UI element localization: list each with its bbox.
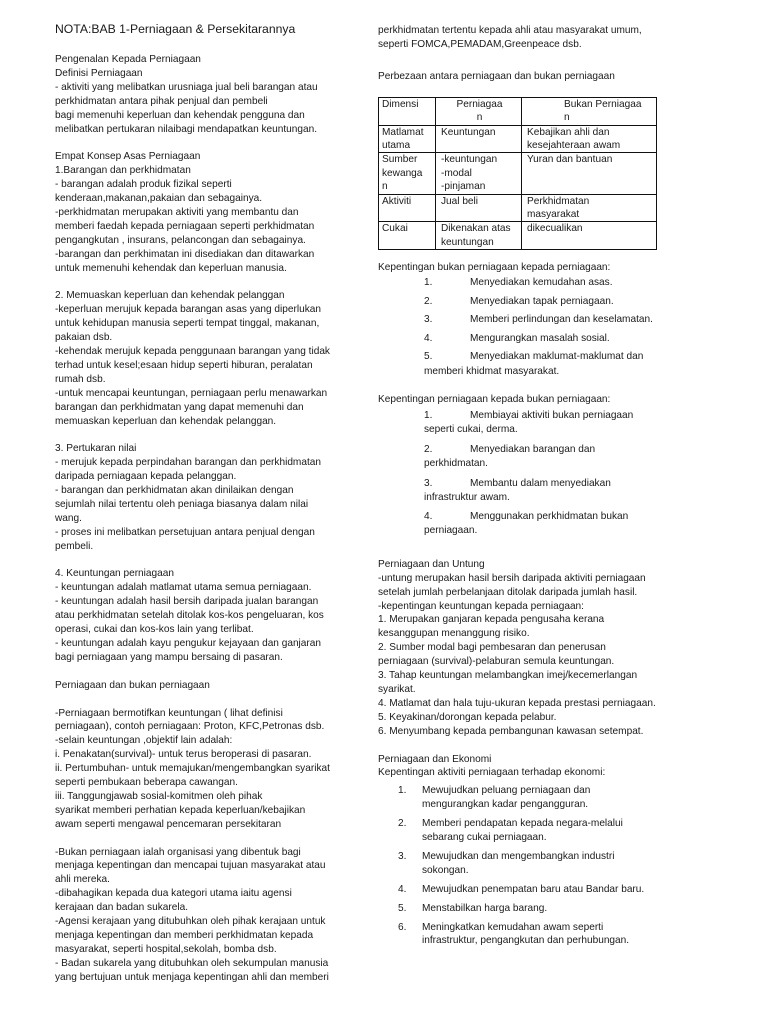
text-line: 3. Tahap keuntungan melambangkan imej/kecemerlangan — [378, 670, 638, 682]
table-cell: Matlamat utama — [379, 125, 436, 153]
text-line: -untung merupakan hasil bersih daripada aktiviti perniagaan — [378, 572, 646, 584]
item-number: 1. — [398, 785, 407, 797]
text-line: rumah dsb. — [55, 373, 106, 385]
list-item — [378, 443, 638, 471]
item-number: 1. — [424, 410, 433, 422]
table-cell: Dimensi — [379, 97, 436, 125]
text-line: Kepentingan aktiviti perniagaan terhadap ekonomi: — [378, 767, 606, 779]
blank-line — [378, 739, 668, 753]
table-cell: Yuran dan bantuan — [522, 153, 657, 194]
text-line: -dibahagikan kepada dua kategori utama iaitu agensi — [55, 888, 292, 900]
text-line: 5. Keyakinan/dorongan kepada pelabur. — [378, 711, 557, 723]
text-line: 4. Matlamat dan hala tuju-ukuran kepada prestasi perniagaan. — [378, 697, 656, 709]
text-line: -keperluan merujuk kepada barangan asas yang diperlukan — [55, 304, 321, 316]
text-line: - keuntungan adalah kayu pengukur kejayaan dan ganjaran — [55, 638, 322, 649]
table-heading: Perbezaan antara perniagaan dan bukan perniagaan — [378, 70, 615, 82]
text-line: menjaga kepentingan dan mencapai tujuan masyarakat atau — [55, 860, 326, 872]
text-line: 6. Menyumbang kepada pembangunan kawasan setempat. — [378, 725, 644, 737]
item-text: Mewujudkan penempatan baru atau Bandar baru. — [422, 883, 645, 895]
item-text: Menyediakan maklumat-maklumat dan — [470, 351, 644, 363]
table-cell: Cukai — [379, 222, 436, 250]
text-line: Perniagaan dan Ekonomi — [378, 753, 492, 765]
list-item — [378, 313, 668, 327]
text-line: seperti pembukaan beberapa cawangan. — [55, 777, 238, 789]
text-line: - aktiviti yang melibatkan urusniaga jual beli barangan atau — [55, 81, 318, 93]
item-text: memberi khidmat masyarakat. — [424, 366, 560, 377]
numbered-list — [378, 784, 648, 948]
text-line: - barangan dan perkhidmatan akan dinilaikan dengan — [55, 485, 294, 497]
item-number: 5. — [398, 902, 407, 914]
item-text: Menyediakan barangan dan perkhidmatan. — [424, 444, 596, 469]
text-line: 4. Keuntungan perniagaan — [55, 568, 174, 580]
text-line: sejumlah nilai tertentu oleh peniaga biasanya dalam nilai — [55, 498, 309, 510]
text-line: wang. — [55, 512, 82, 524]
item-text: Membantu dalam menyediakan infrastruktur awam. — [424, 477, 611, 503]
list-item-continued — [378, 365, 668, 379]
blank-line — [55, 275, 340, 289]
item-number: 2. — [424, 444, 433, 456]
text-line: perniagaan (survival)-pelaburan semula keuntungan. — [378, 656, 615, 668]
text-line: pembeli. — [55, 540, 94, 552]
list-item — [378, 850, 648, 878]
table-row — [379, 153, 657, 194]
table-row — [379, 194, 657, 222]
list-item — [378, 295, 668, 309]
text-line: daripada perniagaan kepada pelanggan. — [55, 471, 237, 483]
text-line: - merujuk kepada perpindahan barangan dan perkhidmatan — [55, 457, 321, 469]
text-line: syarikat. — [378, 684, 416, 695]
item-number: 3. — [424, 477, 433, 489]
text-line: perniagaan), contoh perniagaan: Proton, KFC,Petronas dsb. — [55, 721, 325, 733]
table-cell: dikecualikan — [522, 222, 657, 250]
text-line: i. Penakatan(survival)- untuk terus beroperasi di pasaran. — [55, 749, 312, 761]
list-item — [378, 332, 668, 346]
text-line: ahli mereka. — [55, 874, 110, 886]
table-cell: -keuntungan -modal -pinjaman — [436, 153, 522, 194]
table-cell: Keuntungan — [436, 125, 522, 153]
left-column — [55, 22, 340, 985]
list-item — [378, 817, 648, 845]
text-line: yang bertujuan untuk menjaga kepentingan ahli dan memberi — [55, 971, 329, 983]
item-text: Mewujudkan dan mengembangkan industri sokongan. — [422, 850, 615, 876]
list-item — [378, 510, 638, 538]
text-line: - Badan sukarela yang ditubuhkan oleh sekumpulan manusia — [55, 957, 329, 969]
item-number: 4. — [424, 332, 433, 344]
list-item — [378, 350, 668, 364]
item-text: Menggunakan perkhidmatan bukan perniagaan. — [424, 511, 629, 537]
text-line: Perniagaan dan Untung — [378, 558, 485, 570]
page-title: NOTA:BAB 1-Perniagaan & Persekitarannya — [55, 22, 296, 36]
text-line: pengangkutan , insurans, pelancongan dan sebagainya. — [55, 234, 306, 246]
text-line: kenderaan,makanan,pakaian dan sebagainya. — [55, 193, 263, 205]
text-line: bagi perniagaan yang mampu bersaing di pasaran. — [55, 651, 283, 663]
text-line: terhad untuk kesel;esaan hidup seperti hiburan, peralatan — [55, 359, 313, 371]
text-line: - keuntungan adalah hasil bersih daripada jualan barangan — [55, 596, 319, 608]
item-number: 4. — [398, 883, 407, 895]
text-line: -perkhidmatan merupakan aktiviti yang membantu dan — [55, 206, 299, 218]
text-line: 2. Sumber modal bagi pembesaran dan penerusan — [378, 642, 606, 654]
text-line: untuk memenuhi kehendak dan keperluan manusia. — [55, 262, 287, 274]
numbered-list — [378, 276, 668, 379]
table-cell: Dikenakan atas keuntungan — [436, 222, 522, 250]
blank-line — [55, 428, 340, 442]
list-item — [378, 921, 648, 949]
text-line: 1. Merupakan ganjaran kepada pengusaha kerana — [378, 614, 605, 626]
table-cell: Jual beli — [436, 194, 522, 222]
text-line: -barangan dan perkhimatan ini disediakan dan ditawarkan — [55, 248, 315, 260]
text-line: melibatkan pertukaran nilaibagi mendapatkan keuntungan. — [55, 123, 318, 135]
right-column — [378, 24, 668, 953]
text-line: kesanggupan menanggung risiko. — [378, 628, 530, 640]
text-line: - proses ini melibatkan persetujuan antara penjual dengan — [55, 526, 315, 538]
table-row — [379, 125, 657, 153]
table-cell: Kebajikan ahli dan kesejahteraan awam — [522, 125, 657, 153]
text-line: perkhidmatan antara pihak penjual dan pembeli — [55, 95, 268, 107]
item-number: 2. — [424, 295, 433, 307]
table-cell: Bukan Perniagaa n — [522, 97, 657, 125]
text-line: 3. Pertukaran nilai — [55, 443, 137, 455]
section-heading: Kepentingan perniagaan kepada bukan perniagaan: — [378, 393, 611, 405]
blank-line — [55, 665, 340, 679]
table-row — [379, 222, 657, 250]
numbered-list — [378, 409, 638, 538]
text-line: - barangan adalah produk fizikal seperti — [55, 179, 232, 191]
section-heading: Kepentingan bukan perniagaan kepada perniagaan: — [378, 262, 611, 274]
text-line: -untuk mencapai keuntungan, perniagaan perlu menawarkan — [55, 387, 328, 399]
text-line: operasi, cukai dan kos-kos lain yang terlibat. — [55, 624, 254, 636]
blank-line — [55, 136, 340, 150]
text-line: barangan dan perkhidmatan yang dapat memenuhi dan — [55, 401, 304, 413]
text-line: -kehendak merujuk kepada penggunaan barangan yang tidak — [55, 346, 330, 357]
item-number: 5. — [424, 351, 433, 363]
item-number: 1. — [424, 277, 433, 289]
text-line: menjaga kepentingan dan memberi perkhidmatan kepada — [55, 929, 314, 941]
text-line: untuk kehidupan manusia seperti tempat tinggal, makanan, — [55, 318, 320, 330]
item-number: 6. — [398, 921, 407, 933]
text-line: -Bukan perniagaan ialah organisasi yang dibentuk bagi — [55, 846, 301, 858]
list-item — [378, 477, 638, 505]
text-line: Empat Konsep Asas Perniagaan — [55, 151, 201, 163]
text-line: pakaian dsb. — [55, 332, 113, 344]
item-text: Menstabilkan harga barang. — [422, 902, 548, 914]
text-line: awam seperti mengawal pencemaran persekitaran — [55, 818, 282, 830]
continued-text: seperti FOMCA,PEMADAM,Greenpeace dsb. — [378, 38, 582, 50]
text-line: -Perniagaan bermotifkan keuntungan ( lihat definisi — [55, 707, 283, 719]
item-number: 3. — [424, 314, 433, 326]
item-text: Menyediakan kemudahan asas. — [470, 277, 613, 289]
text-line: atau perkhidmatan setelah ditolak kos-kos pengeluaran, kos — [55, 610, 324, 622]
blank-line — [55, 832, 340, 846]
text-line: masyarakat, seperti hospital,sekolah, bomba dsb. — [55, 943, 277, 955]
text-line: -Agensi kerajaan yang ditubuhkan oleh pihak kerajaan untuk — [55, 916, 326, 928]
item-text: Meningkatkan kemudahan awam seperti infrastruktur, pengangkutan dan perhubungan. — [422, 921, 630, 947]
text-line: Perniagaan dan bukan perniagaan — [55, 679, 210, 691]
item-text: Memberi pendapatan kepada negara-melalui sebarang cukai perniagaan. — [422, 818, 623, 844]
text-line: memberi faedah kepada perniagaan seperti perkhidmatan — [55, 220, 315, 232]
item-text: Membiayai aktiviti bukan perniagaan seperti cukai, derma. — [424, 410, 634, 436]
item-text: Menyediakan tapak perniagaan. — [470, 295, 614, 307]
item-number: 4. — [424, 511, 433, 523]
text-line: kerajaan dan badan sukarela. — [55, 902, 188, 914]
text-line: setelah jumlah perbelanjaan ditolak daripada jumlah hasil. — [378, 586, 638, 598]
section-text — [378, 558, 668, 780]
table-cell: Perkhidmatan masyarakat — [522, 194, 657, 222]
text-line: - keuntungan adalah matlamat utama semua perniagaan. — [55, 582, 312, 594]
table-cell: Perniagaa n — [436, 97, 522, 125]
left-body-text — [55, 53, 340, 985]
item-text: Mengurangkan masalah sosial. — [470, 332, 610, 344]
text-line: ii. Pertumbuhan- untuk memajukan/mengembangkan syarikat — [55, 763, 330, 775]
continued-text: perkhidmatan tertentu kepada ahli atau masyarakat umum, — [378, 25, 642, 36]
text-line: Pengenalan Kepada Perniagaan — [55, 54, 201, 65]
comparison-table — [378, 97, 657, 250]
text-line: memuaskan keperluan dan kehendak pelanggan. — [55, 415, 277, 427]
table-cell: Sumber kewanga n — [379, 153, 436, 194]
item-number: 2. — [398, 818, 407, 830]
item-text: Memberi perlindungan dan keselamatan. — [470, 314, 653, 326]
text-line: -selain keuntungan ,objektif lain adalah: — [55, 735, 233, 747]
table-header-row — [379, 97, 657, 125]
item-number: 3. — [398, 850, 407, 862]
list-item — [378, 902, 648, 916]
table-cell: Aktiviti — [379, 194, 436, 222]
text-line: syarikat memberi perhatian kepada keperluan/kebajikan — [55, 804, 306, 816]
text-line: iii. Tanggungjawab sosial-komitmen oleh pihak — [55, 790, 263, 802]
text-line: -kepentingan keuntungan kepada perniagaan: — [378, 600, 584, 612]
list-item — [378, 784, 648, 812]
text-line: Definisi Perniagaan — [55, 67, 143, 79]
list-item — [378, 409, 638, 437]
list-item — [378, 276, 668, 290]
blank-line — [55, 554, 340, 568]
text-line: 2. Memuaskan keperluan dan kehendak pelanggan — [55, 290, 285, 302]
text-line: bagi memenuhi keperluan dan kehendak pengguna dan — [55, 109, 305, 121]
list-item — [378, 883, 648, 897]
text-line: 1.Barangan dan perkhidmatan — [55, 165, 191, 177]
item-text: Mewujudkan peluang perniagaan dan mengurangkan kadar pengangguran. — [422, 785, 591, 811]
blank-line — [55, 693, 340, 707]
